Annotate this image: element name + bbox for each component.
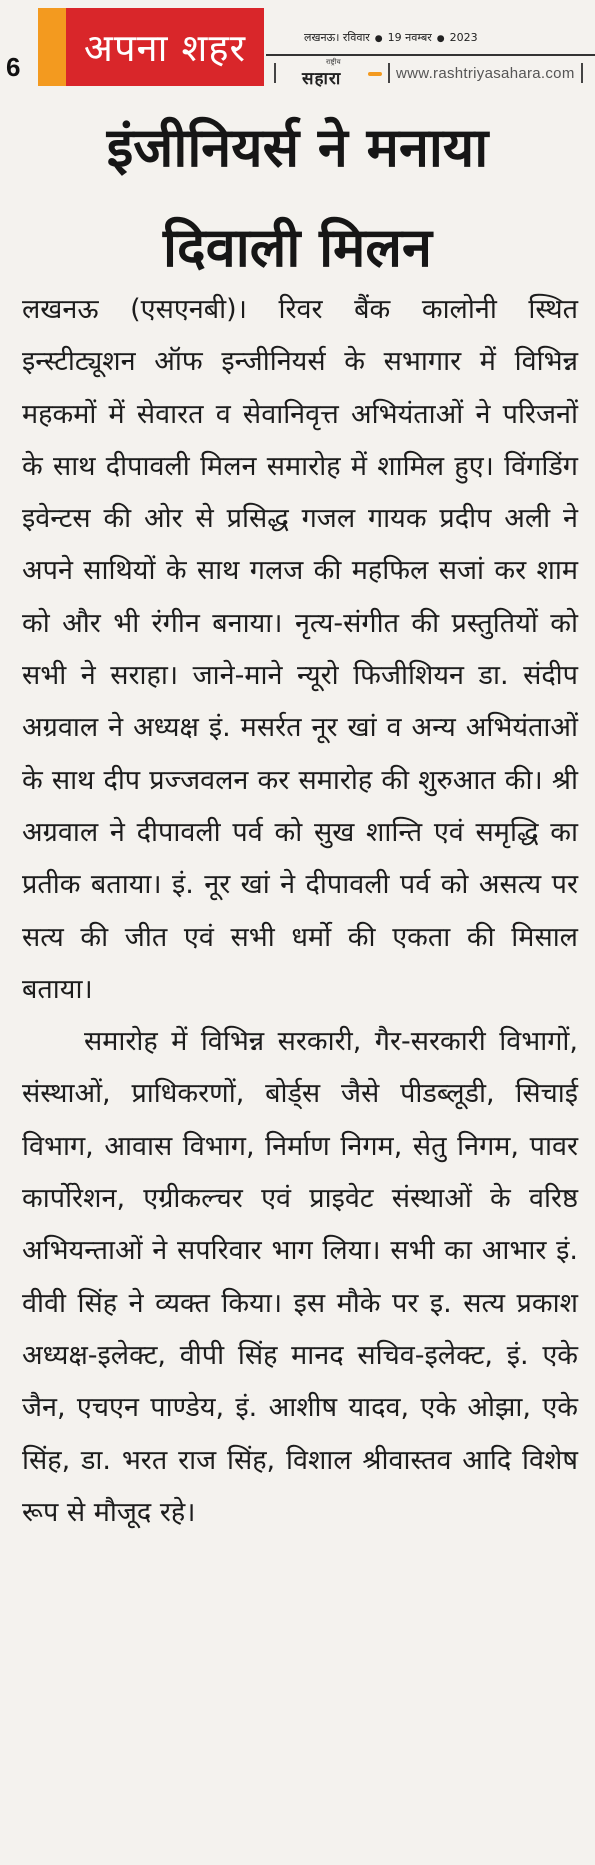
divider <box>274 63 276 83</box>
divider <box>581 63 583 83</box>
dateline <box>304 30 589 45</box>
bullet-icon: ● <box>374 34 383 44</box>
article-headline <box>0 98 595 298</box>
brand-name: सहारा <box>302 69 342 89</box>
masthead-rule <box>266 54 595 56</box>
dateline-city-day: लखनऊ। रविवार <box>304 31 370 44</box>
article-paragraph-1: लखनऊ (एसएनबी)। रिवर बैंक कालोनी स्थित इन्स्टीट्यूशन ऑफ इन्जीनियर्स के सभागार में विभिन्न महकमों में सेवारत व सेवानिवृत्त अभियंताओं ने परिजनों के साथ दीपावली मिलन समारोह में शामिल हुए। विंगडिंग इवेन्टस की ओर से प्रसिद्ध गजल गायक प्रदीप अली ने अपने साथियों के साथ गलज की महफिल सजां कर शाम को और भी रंगीन बनाया। नृत्य-संगीत की प्रस्तुतियों को सभी ने सराहा। जाने-माने न्यूरो फिजीशियन डा. संदीप अग्रवाल ने अध्यक्ष इं. मसर्रत नूर खां व अन्य अभियंताओं के साथ दीप प्रज्जवलन कर समारोह की शुरुआत की। श्री अग्रवाल ने दीपावली पर्व को सुख शान्ति एवं समृद्धि का प्रतीक बताया। इं. नूर खां ने दीपावली पर्व को असत्य पर सत्य की जीत एवं सभी धर्मो की एकता की मिसाल बताया। <box>22 294 578 1005</box>
masthead <box>0 0 595 88</box>
divider <box>388 63 390 83</box>
article-paragraph-2: समारोह में विभिन्न सरकारी, गैर-सरकारी विभागों, संस्थाओं, प्राधिकरणों, बोर्ड्स जैसे पीडब्लूडी, सिचाई विभाग, आवास विभाग, निर्माण निगम, सेतु निगम, पावर कार्पोरेशन, एग्रीकल्चर एवं प्राइवेट संस्थाओं के वरिष्ठ अभियन्ताओं ने सपरिवार भाग लिया। सभी का आभार इं. वीवी सिंह ने व्यक्त किया। इस मौके पर इ. सत्य प्रकाश अध्यक्ष-इलेक्ट, वीपी सिंह मानद सचिव-इलेक्ट, इं. एके जैन, एचएन पाण्डेय, इं. आशीष यादव, एके ओझा, एके सिंह, डा. भरत राज सिंह, विशाल श्रीवास्तव आदि विशेष रूप से मौजूद रहे। <box>22 1026 578 1528</box>
section-title: अपना शहर <box>66 8 264 86</box>
website-link[interactable]: www.rashtriyasahara.com <box>396 64 575 82</box>
bullet-icon: ● <box>436 34 445 44</box>
page-number: 6 <box>6 52 21 82</box>
dateline-date: 19 नवम्बर <box>387 31 432 44</box>
brand-logo <box>282 58 382 89</box>
dateline-year: 2023 <box>449 31 478 44</box>
article-body <box>22 284 578 1539</box>
brand-tagline: राष्ट्रीय <box>326 58 341 66</box>
headline-line-2: दिवाली मिलन <box>163 216 432 279</box>
brand-row <box>268 58 595 89</box>
brand-swoosh-icon <box>368 72 382 76</box>
headline-line-1: इंजीनियर्स ने मनाया <box>106 116 489 179</box>
section-accent-strip <box>38 8 66 86</box>
